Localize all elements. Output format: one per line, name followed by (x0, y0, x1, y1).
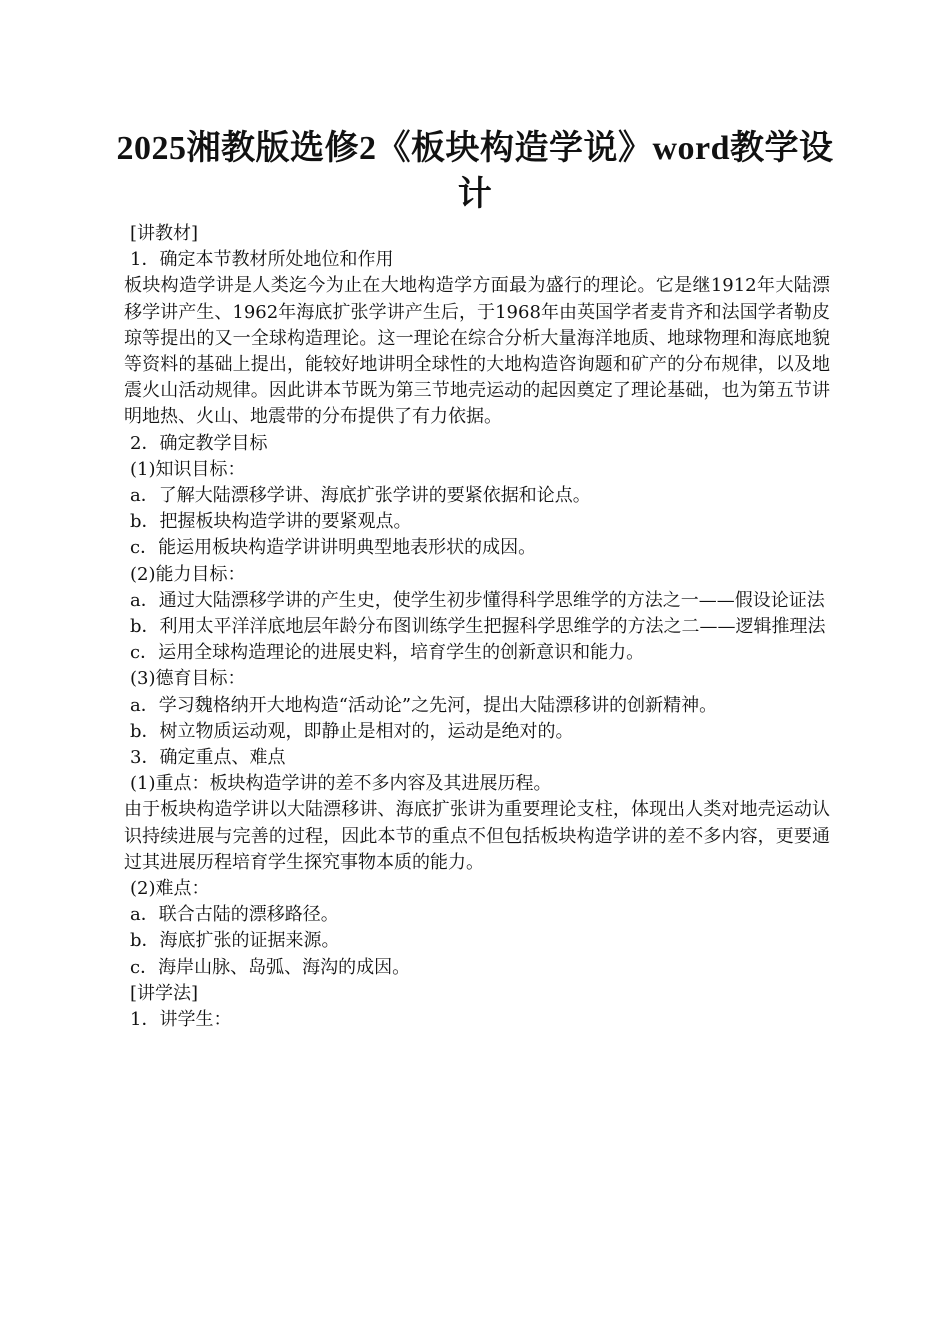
paragraph: 3．确定重点、难点 (130, 747, 286, 769)
paragraph: c．海岸山脉、岛弧、海沟的成因。 (130, 956, 411, 978)
paragraph: (2)难点： (130, 878, 210, 900)
paragraph: [讲教材] (130, 223, 199, 244)
document-title: 2025湘教版选修2《板块构造学说》word教学设计 (116, 130, 834, 213)
paragraph: a．了解大陆漂移学讲、海底扩张学讲的要紧依据和论点。 (130, 485, 591, 507)
paragraph: 1．讲学生： (130, 1009, 232, 1031)
paragraph: 1．确定本节教材所处地位和作用 (130, 249, 394, 271)
paragraph: (3)德育目标： (130, 668, 246, 690)
paragraph: a．通过大陆漂移学讲的产生史，使学生初步懂得科学思维学的方法之一——假设论证法 (130, 589, 825, 611)
paragraph: a．联合古陆的漂移路径。 (130, 904, 339, 926)
paragraph: 由于板块构造学讲以大陆漂移讲、海底扩张讲为重要理论支柱，体现出人类对地壳运动认识持续进展与完善的过程，因此本节的重点不但包括板块构造学讲的差不多内容，更要通过其进展历程培育学生探究事物本质的能力。 (124, 799, 830, 873)
paragraph: 板块构造学讲是人类迄今为止在大地构造学方面最为盛行的理论。它是继1912年大陆漂移学讲产生、1962年海底扩张学讲产生后，于1968年由英国学者麦肯齐和法国学者勒皮琼等提出的又一全球构造理论。这一理论在综合分析大量海洋地质、地球物理和海底地貌等资料的基础上提出，能较好地讲明全球性的大地构造咨询题和矿产的分布规律，以及地震火山活动规律。因此讲本节既为第三节地壳运动的起因奠定了理论基础，也为第五节讲明地热、火山、地震带的分布提供了有力依据。 (124, 275, 830, 428)
paragraph: a．学习魏格纳开大地构造“活动论”之先河，提出大陆漂移讲的创新精神。 (130, 694, 718, 716)
paragraph: [讲学法] (130, 982, 199, 1004)
document-body (114, 221, 830, 1033)
paragraph: b．海底扩张的证据来源。 (130, 930, 340, 952)
paragraph: b．把握板块构造学讲的要紧观点。 (130, 511, 412, 533)
paragraph: b．利用太平洋洋底地层年龄分布图训练学生把握科学思维学的方法之二——逻辑推理法 (130, 616, 826, 638)
paragraph: c．能运用板块构造学讲讲明典型地表形状的成因。 (130, 537, 537, 559)
paragraph: b．树立物质运动观，即静止是相对的，运动是绝对的。 (130, 720, 574, 742)
paragraph: (1)重点：板块构造学讲的差不多内容及其进展历程。 (130, 773, 552, 795)
paragraph: 2．确定教学目标 (130, 432, 268, 454)
paragraph: (1)知识目标： (130, 458, 246, 480)
paragraph: c．运用全球构造理论的进展史料，培育学生的创新意识和能力。 (130, 642, 645, 664)
paragraph: (2)能力目标： (130, 563, 246, 585)
